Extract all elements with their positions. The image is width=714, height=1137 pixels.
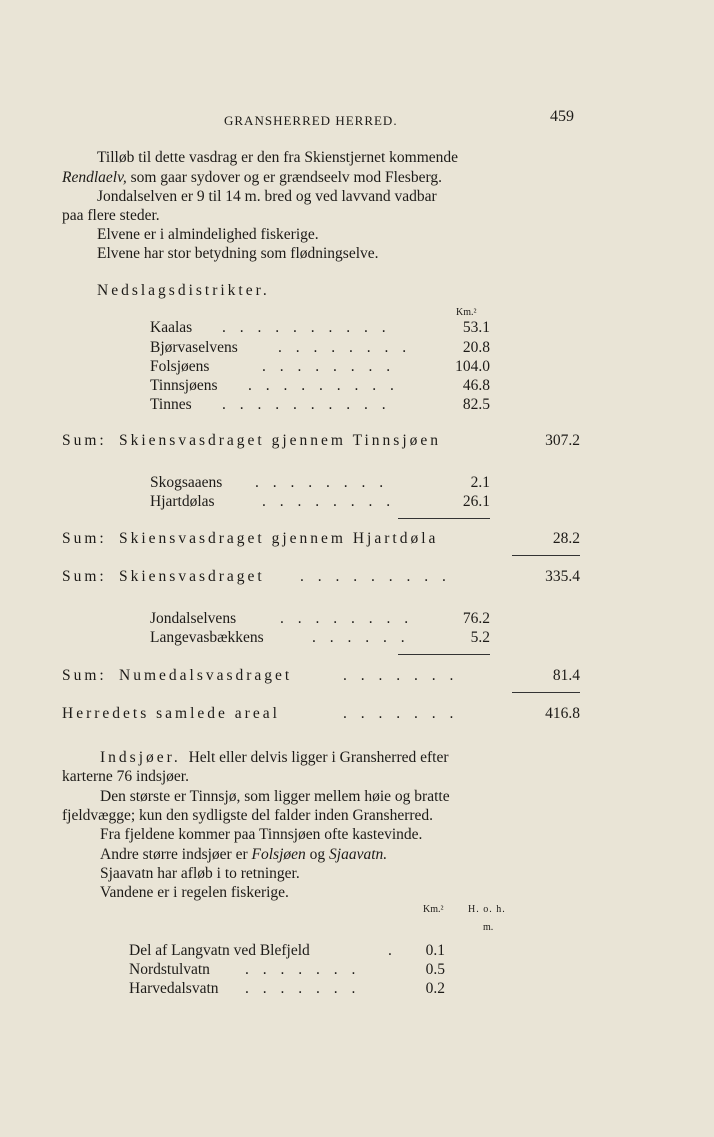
lake-value: 0.1 [425, 942, 445, 959]
leader-dots: . . . . . . . [343, 705, 459, 722]
leader-dots: . . . . . . . . [280, 610, 414, 627]
sum-label: Sum: [62, 568, 107, 585]
lake-value: 0.2 [425, 980, 445, 997]
lake-item: Del af Langvatn ved Blefjeld [129, 942, 310, 959]
lakes-heading: Indsjøer. [100, 749, 181, 766]
leader-dots: . . . . . . . . . [248, 377, 399, 394]
leader-dots: . . . . . . . . [278, 339, 412, 356]
subtotal-rule [512, 692, 580, 693]
leader-dots: . . . . . . . [343, 667, 459, 684]
unit-label: Km.² [456, 307, 477, 318]
list-item: Jondalselvens [150, 610, 237, 627]
subtotal-rule [398, 654, 490, 655]
intro-line-3: Jondalselven er 9 til 14 m. bred og ved lavvand vadbar [97, 188, 437, 205]
list-item: Skogsaaens [150, 474, 223, 491]
lakes-line-1: Indsjøer. Helt eller delvis ligger i Gransherred efter [100, 749, 449, 766]
leader-dots: . . . . . . . . . [300, 568, 451, 585]
leader-dots: . . . . . . . [245, 980, 361, 997]
list-item: Folsjøens [150, 358, 210, 375]
sum-value: 28.2 [552, 530, 580, 547]
intro-line-6: Elvene har stor betydning som flødningselve. [97, 245, 379, 262]
section-heading: Nedslagsdistrikter. [97, 282, 270, 299]
list-item: Tinnes [150, 396, 192, 413]
subtotal-rule [398, 518, 490, 519]
sum-value: 335.4 [545, 568, 580, 585]
lakes-line-3: Den største er Tinnsjø, som ligger mellem høie og bratte [100, 788, 450, 805]
sum-text: Skiensvasdraget gjennem Tinnsjøen [119, 432, 442, 449]
lakes-line-2: karterne 76 indsjøer. [62, 768, 189, 785]
list-item: Tinnsjøens [150, 377, 218, 394]
intro-line-1: Tilløb til dette vasdrag er den fra Skienstjernet kommende [97, 149, 459, 166]
leader-dots: . . . . . . [312, 629, 410, 646]
list-value: 53.1 [462, 319, 490, 336]
lakes-line-8: Vandene er i regelen fiskerige. [100, 884, 289, 901]
sum-text: Numedalsvasdraget [119, 667, 293, 684]
lakes-line-7: Sjaavatn har afløb i to retninger. [100, 865, 300, 882]
lakes-line-4: fjeldvægge; kun den sydligste del falder inden Gransherred. [62, 807, 434, 824]
leader-dots: . [388, 942, 397, 959]
total-text: Herredets samlede areal [62, 705, 280, 722]
sum-label: Sum: [62, 530, 107, 547]
leader-dots: . . . . . . . . . . [222, 319, 391, 336]
lakes-line-6: Andre større indsjøer er Folsjøen og Sjaavatn. [100, 846, 388, 863]
list-value: 46.8 [462, 377, 490, 394]
list-item: Langevasbækkens [150, 629, 264, 646]
list-item: Hjartdølas [150, 493, 215, 510]
intro-line-2: Rendlaelv, som gaar sydover og er grændseelv mod Flesberg. [62, 169, 442, 186]
lakes-unit-height-m: m. [483, 922, 494, 933]
intro-italic: Rendlaelv, [62, 169, 127, 186]
subtotal-rule [512, 555, 580, 556]
running-header: GRANSHERRED HERRED. [224, 113, 398, 128]
leader-dots: . . . . . . . [245, 961, 361, 978]
sum-value: 81.4 [552, 667, 580, 684]
list-value: 104.0 [455, 358, 490, 375]
leader-dots: . . . . . . . . [262, 358, 396, 375]
leader-dots: . . . . . . . . . . [222, 396, 391, 413]
leader-dots: . . . . . . . . [255, 474, 389, 491]
lake-value: 0.5 [425, 961, 445, 978]
sum-text: Skiensvasdraget [119, 568, 265, 585]
list-value: 20.8 [462, 339, 490, 356]
total-value: 416.8 [545, 705, 580, 722]
lake-item: Nordstulvatn [129, 961, 210, 978]
sum-label: Sum: [62, 667, 107, 684]
list-value: 26.1 [462, 493, 490, 510]
lake-item: Harvedalsvatn [129, 980, 219, 997]
sum-text: Skiensvasdraget gjennem Hjartdøla [119, 530, 439, 547]
page-number: 459 [550, 108, 574, 125]
list-value: 76.2 [462, 610, 490, 627]
list-value: 82.5 [462, 396, 490, 413]
lakes-unit-area: Km.² [423, 904, 444, 915]
sum-label: Sum: [62, 432, 107, 449]
lakes-line-5: Fra fjeldene kommer paa Tinnsjøen ofte kastevinde. [100, 826, 423, 843]
list-value: 5.2 [470, 629, 490, 646]
leader-dots: . . . . . . . . [262, 493, 396, 510]
list-item: Bjørvaselvens [150, 339, 238, 356]
sum-value: 307.2 [545, 432, 580, 449]
list-value: 2.1 [470, 474, 490, 491]
intro-line-5: Elvene er i almindelighed fiskerige. [97, 226, 319, 243]
lakes-unit-height: H. o. h. [468, 904, 506, 915]
list-item: Kaalas [150, 319, 193, 336]
intro-line-4: paa flere steder. [62, 207, 160, 224]
